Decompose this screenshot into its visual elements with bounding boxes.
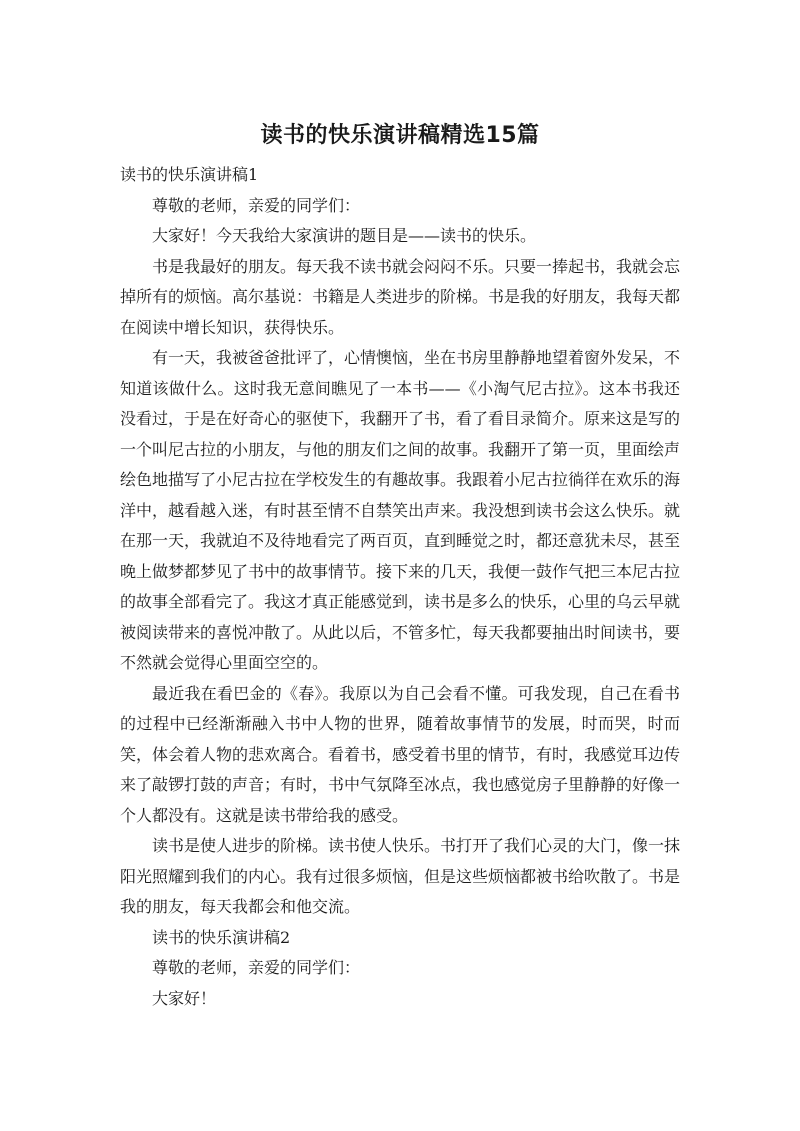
- body-paragraph: 有一天，我被爸爸批评了，心情懊恼，坐在书房里静静地望着窗外发呆，不知道该做什么。这时我无意间瞧见了一本书——《小淘气尼古拉》。这本书我还没看过，于是在好奇心的驱使下，我翻开了书，看了看目录简介。原来这是写的一个叫尼古拉的小朋友，与他的朋友们之间的故事。我翻开了第一页，里面绘声绘色地描写了小尼古拉在学校发生的有趣故事。我跟着小尼古拉徜徉在欢乐的海洋中，越看越入迷，有时甚至情不自禁笑出声来。我没想到读书会这么快乐。就在那一天，我就迫不及待地看完了两百页，直到睡觉之时，都还意犹未尽，甚至晚上做梦都梦见了书中的故事情节。接下来的几天，我便一鼓作气把三本尼古拉的故事全部看完了。我这才真正能感觉到，读书是多么的快乐，心里的乌云早就被阅读带来的喜悦冲散了。从此以后，不管多忙，每天我都要抽出时间读书，要不然就会觉得心里面空空的。: [120, 348, 681, 672]
- body-paragraph: 读书是使人进步的阶梯。读书使人快乐。书打开了我们心灵的大门，像一抹阳光照耀到我们的内心。我有过很多烦恼，但是这些烦恼都被书给吹散了。书是我的朋友，每天我都会和他交流。: [120, 836, 681, 916]
- document-title: 读书的快乐演讲稿精选15篇: [260, 123, 540, 148]
- section-heading-2: 读书的快乐演讲稿2: [152, 927, 291, 947]
- salutation-paragraph: 尊敬的老师，亲爱的同学们：: [152, 958, 361, 977]
- section-heading-1: 读书的快乐演讲稿1: [120, 165, 259, 184]
- document-body: [120, 160, 680, 1014]
- salutation-paragraph: 尊敬的老师，亲爱的同学们：: [152, 195, 361, 215]
- body-paragraph: 最近我在看巴金的《春》。我原以为自己会看不懂。可我发现，自己在看书的过程中已经渐渐融入书中人物的世界，随着故事情节的发展，时而哭，时而笑，体会着人物的悲欢离合。看着书，感受着书里的情节，有时，我感觉耳边传来了敲锣打鼓的声音；有时，书中气氛降至冰点，我也感觉房子里静静的好像一个人都没有。这就是读书带给我的感受。: [120, 683, 681, 825]
- body-paragraph: 书是我最好的朋友。每天我不读书就会闷闷不乐。只要一捧起书，我就会忘掉所有的烦恼。高尔基说：书籍是人类进步的阶梯。书是我的好朋友，我每天都在阅读中增长知识，获得快乐。: [120, 256, 681, 337]
- greeting-paragraph: 大家好！: [152, 988, 217, 1008]
- greeting-paragraph: 大家好！今天我给大家演讲的题目是——读书的快乐。: [152, 226, 537, 245]
